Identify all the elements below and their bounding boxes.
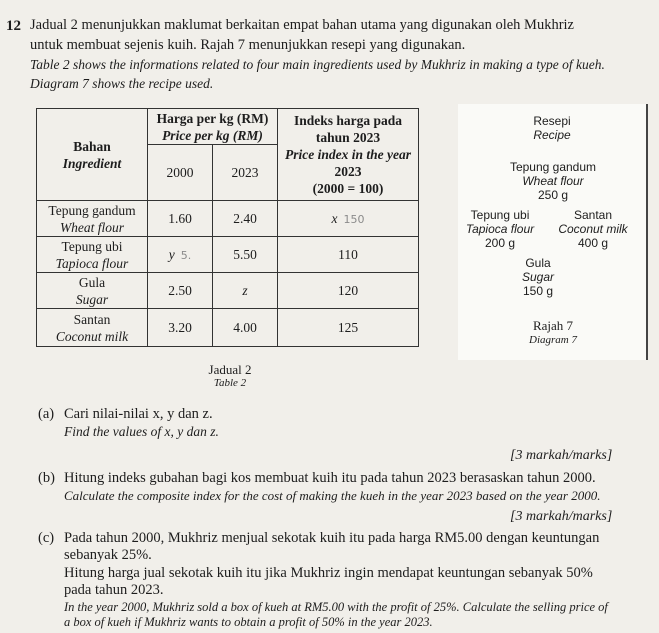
part-b-marks: [3 markah/marks] [510, 509, 613, 524]
header-price: Harga per kg (RM) Price per kg (RM) [148, 109, 278, 145]
part-a-marks: [3 markah/marks] [510, 448, 613, 463]
part-c-ms-2: sebanyak 25%. [64, 547, 152, 563]
intro-ms-line-1: Jadual 2 menunjukkan maklumat berkaitan empat bahan utama yang digunakan oleh Mukhriz [30, 17, 574, 33]
intro-en-line-2: Diagram 7 shows the recipe used. [30, 76, 214, 91]
part-c-ms-4: pada tahun 2023. [64, 582, 164, 598]
intro-ms-line-2: untuk membuat sejenis kuih. Rajah 7 menunjukkan resepi yang digunakan. [30, 37, 466, 53]
header-year-2000: 2000 [148, 145, 213, 201]
header-ingredient: Bahan Ingredient [37, 109, 148, 201]
part-a-ms: Cari nilai-nilai x, y dan z. [64, 406, 213, 422]
recipe-wheat: Tepung gandum Wheat flour 250 g [509, 160, 597, 202]
part-a-label: (a) [38, 406, 55, 422]
recipe-tapioca: Tepung ubi Tapioca flour 200 g [465, 208, 535, 250]
table-row: Santan Coconut milk 3.20 4.00 125 [37, 309, 419, 347]
table-row: Tepung gandum Wheat flour 1.60 2.40 x 150 [37, 201, 419, 237]
part-c-en-2: a box of kueh if Mukhriz wants to obtain a profit of 50% in the year 2023. [64, 615, 433, 629]
header-index: Indeks harga pada tahun 2023 Price index in the year 2023 (2000 = 100) [278, 109, 419, 201]
part-a-en: Find the values of x, y dan z. [64, 424, 219, 439]
part-c-ms-3: Hitung harga jual sekotak kuih itu jika Mukhriz ingin mendapat keuntungan sebanyak 50% [64, 565, 593, 581]
diagram-caption-ms: Rajah 7 [532, 318, 574, 333]
recipe-coconut: Santan Coconut milk 400 g [558, 208, 628, 250]
handwritten-note: 5. [180, 248, 192, 262]
recipe-diagram [458, 104, 648, 360]
intro-en-line-1: Table 2 shows the informations related to four main ingredients used by Mukhriz in making a type of kueh. [30, 57, 605, 72]
table-row: Tepung ubi Tapioca flour y 5. 5.50 110 [37, 237, 419, 273]
recipe-sugar: Gula Sugar 150 g [521, 256, 555, 298]
diagram-caption-en: Diagram 7 [529, 334, 577, 346]
table-row: Gula Sugar 2.50 z 120 [37, 273, 419, 309]
part-b-label: (b) [38, 470, 55, 486]
table-caption-en: Table 2 [213, 377, 247, 389]
recipe-title: Resepi Recipe [533, 114, 571, 142]
part-c-label: (c) [38, 530, 55, 546]
part-c-en-1: In the year 2000, Mukhriz sold a box of kueh at RM5.00 with the profit of 25%. Calculate the selling price of [64, 600, 608, 614]
part-b-ms: Hitung indeks gubahan bagi kos membuat kuih itu pada tahun 2023 berasaskan tahun 2000. [64, 470, 596, 486]
part-b-en: Calculate the composite index for the cost of making the kueh in the year 2023 based on the year 2000. [64, 488, 601, 503]
table-caption-ms: Jadual 2 [208, 362, 252, 377]
header-year-2023: 2023 [213, 145, 278, 201]
ingredient-table [36, 108, 419, 347]
part-c-ms-1: Pada tahun 2000, Mukhriz menjual sekotak kuih itu pada harga RM5.00 dengan keuntungan [64, 530, 600, 546]
handwritten-note: 150 [343, 212, 365, 226]
question-number: 12 [6, 18, 21, 34]
